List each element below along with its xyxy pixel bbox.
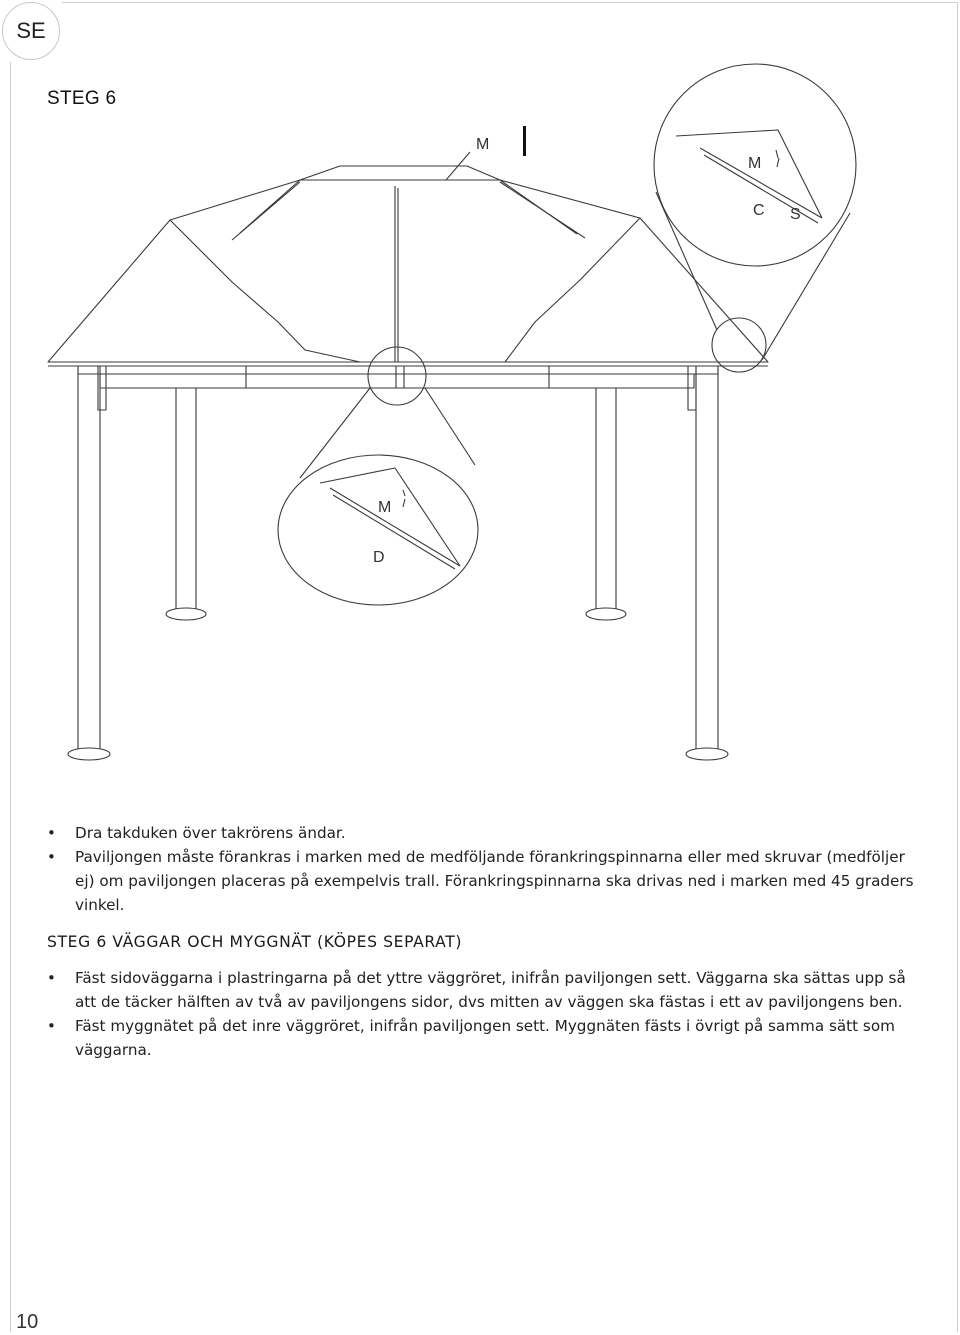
label-main-m: M: [476, 136, 490, 153]
instruction-list-2: [47, 966, 917, 1062]
label-detail-bottom-m: M: [378, 499, 392, 516]
list-item: • Fäst myggnätet på det inre väggröret, inifrån paviljongen sett. Myggnäten fästs i övrigt på samma sätt som väggarna.: [47, 1014, 917, 1062]
language-badge: SE: [2, 2, 60, 60]
list-item: • Fäst sidoväggarna i plastringarna på det yttre väggröret, inifrån paviljongen sett. Väggarna ska sättas upp så att de täcker hälften av två av paviljongens sidor, dvs mitten av väggen ska fästas i ett av paviljongens ben.: [47, 966, 917, 1014]
label-detail-top-s: S: [790, 206, 801, 223]
detail-callout-bottom: [278, 347, 478, 605]
section-heading: STEG 6 VÄGGAR OCH MYGGNÄT (KÖPES SEPARAT): [47, 933, 463, 951]
label-detail-top-c: C: [753, 202, 765, 219]
instruction-list-1: [47, 821, 917, 917]
list-item: • Dra takduken över takrörens ändar.: [47, 821, 917, 845]
label-detail-bottom-d: D: [373, 549, 385, 566]
page-number: 10: [16, 1311, 39, 1333]
label-detail-top-m: M: [748, 155, 762, 172]
step-title: STEG 6: [47, 88, 117, 109]
anchor-stake-icon: [523, 126, 526, 156]
list-item: • Paviljongen måste förankras i marken med de medföljande förankringspinnarna eller med skruvar (medföljer ej) om paviljongen placeras på exempelvis trall. Förankringspinnarna ska drivas ned i marken med 45 graders vinkel.: [47, 845, 917, 917]
